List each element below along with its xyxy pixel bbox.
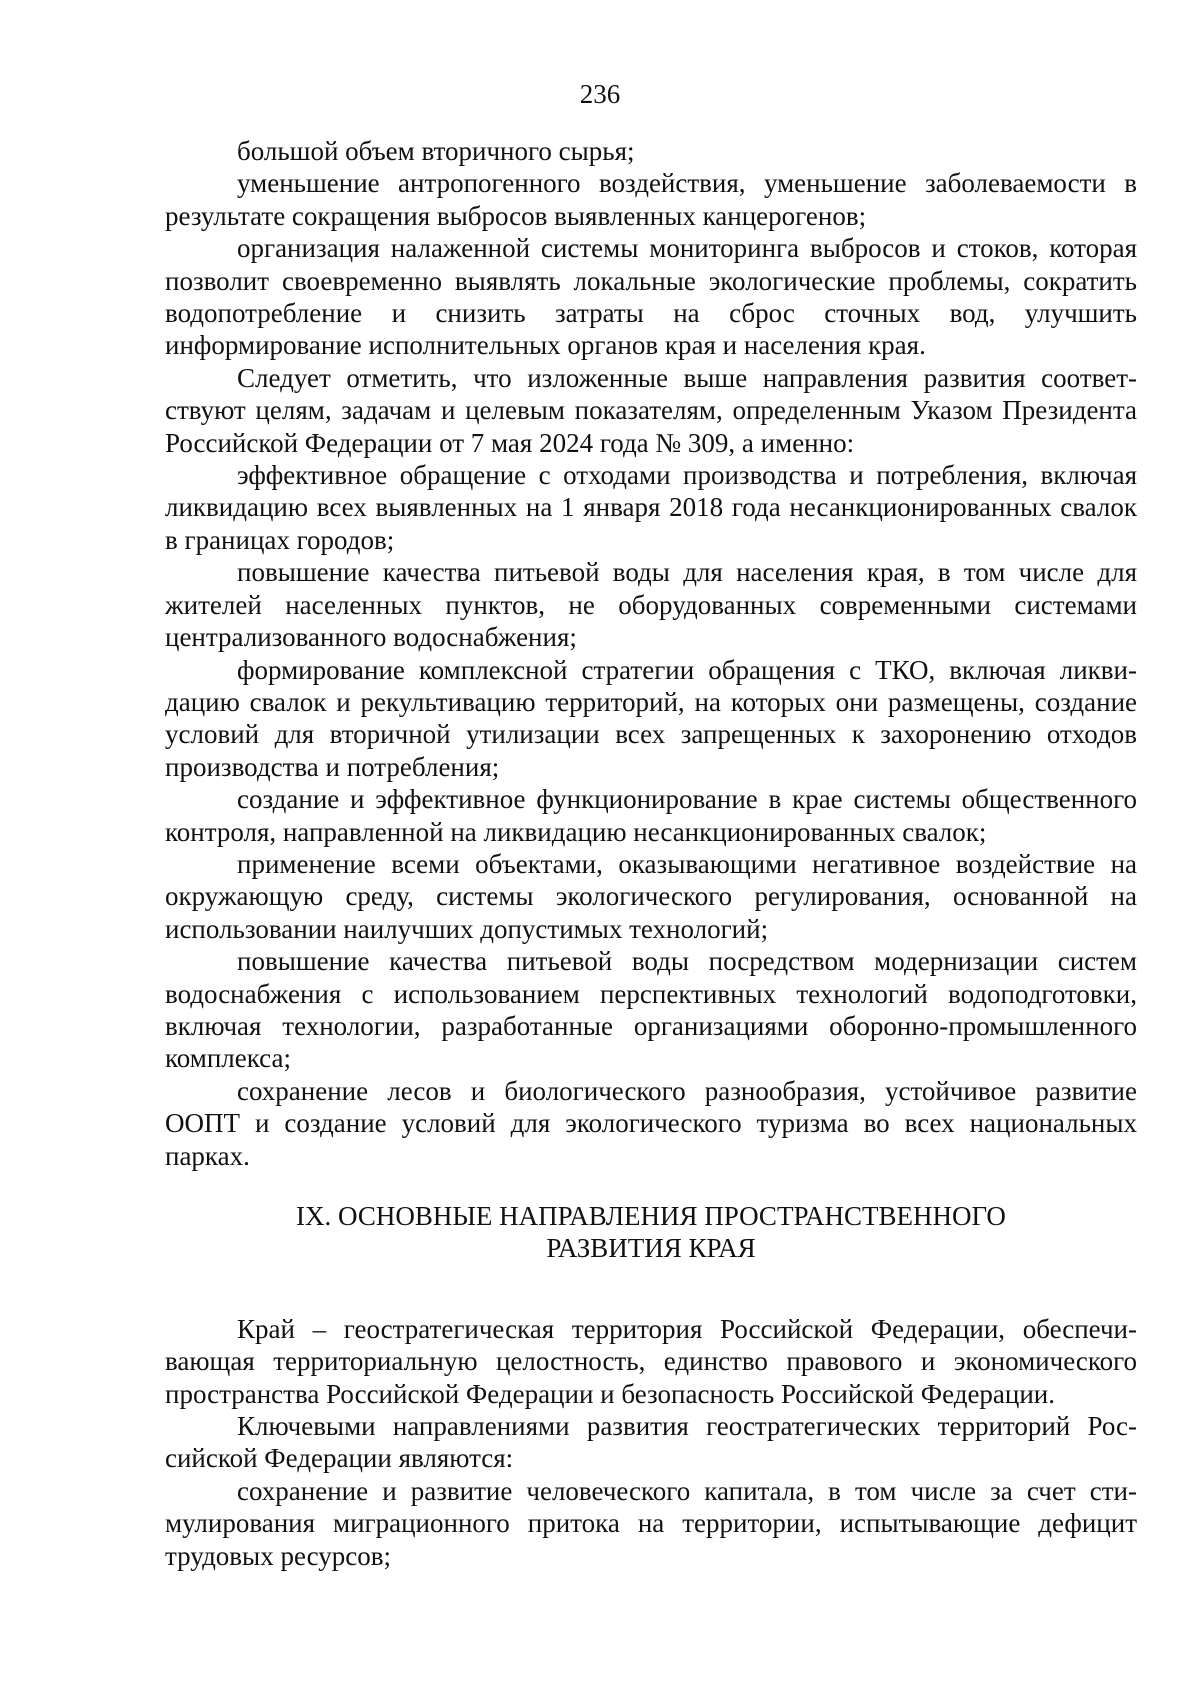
section-heading-line-1: IX. ОСНОВНЫЕ НАПРАВЛЕНИЯ ПРОСТРАНСТВЕННОГО [296,1201,1006,1231]
paragraph: создание и эффективное функционирование в крае системы общественного контроля, направленной на ликвидацию несанкционированных свалок; [165,784,1137,847]
paragraph: сохранение лесов и биологического разнообразия, устойчивое развитие ООПТ и создание условий для экологического туризма во всех национальных парках. [165,1075,1137,1171]
paragraph: формирование комплексной стратегии обращения с ТКО, включая ликвидацию свалок и рекультивацию территорий, на которых они размещены, создание условий для вторичной утилизации всех запрещенных к захоронению отходов производства и потребления; [165,654,1137,782]
page-number: 236 [579,79,621,109]
paragraph: Край – геостратегическая территория Российской Федерации, обеспечивающая территориальную целостность, единство правового и экономического пространства Российской Федерации и безопасность Российской Федерации. [165,1313,1137,1409]
paragraph: применение всеми объектами, оказывающими негативное воздействие на окружающую среду, системы экологического регулирования, основанной на использовании наилучших допустимых технологий; [165,848,1137,944]
paragraph: повышение качества питьевой воды для населения края, в том числе для жителей населенных пунктов, не оборудованных современными системами централизованного водоснабжения; [165,557,1137,653]
section-heading [165,1200,1137,1265]
paragraph: уменьшение антропогенного воздействия, уменьшение заболеваемости в результате сокращения выбросов выявленных канцерогенов; [165,168,1137,231]
paragraph: эффективное обращение с отходами производства и потребления, включая ликвидацию всех выявленных на 1 января 2018 года несанкционированных свалок в границах городов; [165,460,1137,555]
paragraph: повышение качества питьевой воды посредством модернизации систем водоснабжения с использованием перспективных технологий водоподготовки, включая технологии, разработанные организациями оборонно-промышленного комплекса; [165,946,1137,1074]
section-heading-line-2: РАЗВИТИЯ КРАЯ [546,1233,756,1264]
paragraph: Ключевыми направлениями развития геостратегических территорий Российской Федерации являются: [165,1411,1137,1474]
paragraph: организация налаженной системы мониторинга выбросов и стоков, которая позволит своевременно выявлять локальные экологические проблемы, сократить водопотребление и снизить затраты на сброс сточных вод, улучшить информирование исполнительных органов края и населения края. [165,233,1137,361]
paragraph: сохранение и развитие человеческого капитала, в том числе за счет стимулирования миграционного притока на территории, испытывающие дефицит трудовых ресурсов; [165,1475,1137,1571]
paragraph: большой объем вторичного сырья; [237,136,635,166]
document-body [165,135,1137,1572]
paragraph: Следует отметить, что изложенные выше направления развития соответствуют целям, задачам и целевым показателям, определенным Указом Президента Российской Федерации от 7 мая 2024 года № 309, а именно: [165,362,1137,458]
